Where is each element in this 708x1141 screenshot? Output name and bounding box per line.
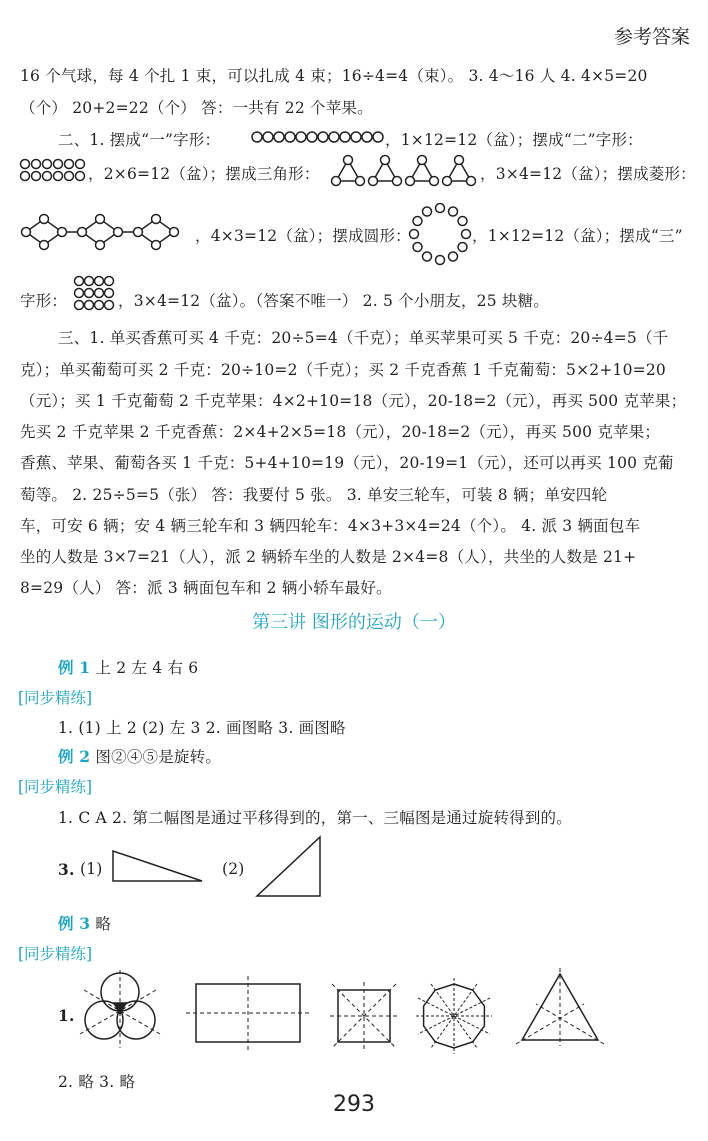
text-line: 克）；单买葡萄可买 2 千克：20÷10=2（千克）；买 2 千克香蕉 1 千克葡萄：5×2+10=20 — [20, 361, 666, 379]
text-line: ，1×12=12（盆）；摆成“三” — [472, 227, 683, 245]
right-triangle-figure-1 — [110, 848, 205, 884]
text-line: （个） 20+2=22（个） 答：一共有 22 个苹果。 — [20, 99, 373, 117]
practice-answer: 1. C A 2. 第二幅图是通过平移得到的，第一、三幅图是通过旋转得到的。 — [58, 809, 572, 827]
text-line: ，3×4=12（盆）；摆成菱形： — [480, 165, 696, 183]
text-line: 二、1. 摆成“一”字形： — [58, 131, 221, 149]
text-line: 先买 2 千克苹果 2 千克香蕉：2×4+2×5=18（元），20-18=2（元），再买 500 克苹果； — [20, 423, 661, 441]
rectangle-symmetry-figure — [186, 976, 316, 1052]
text-line: 8=29（人） 答：派 3 辆面包车和 2 辆小轿车最好。 — [20, 579, 392, 597]
triangle-figures — [330, 154, 480, 188]
circles-two-rows-figure — [20, 158, 92, 184]
practice-answer: 2. 略 3. 略 — [58, 1073, 136, 1091]
example-answer: 上 2 左 4 右 6 — [95, 659, 199, 677]
text-line: ，1×12=12（盆）；摆成“二”字形： — [385, 131, 643, 149]
text-line: ，4×3=12（盆）；摆成圆形： — [195, 227, 411, 245]
text-line: ，2×6=12（盆）；摆成三角形： — [88, 165, 320, 183]
text-line: ，3×4=12（盆）。（答案不唯一） 2. 5 个小朋友，25 块糖。 — [118, 292, 550, 310]
page-number: 293 — [333, 1092, 375, 1117]
example-label: 例 1 — [58, 658, 91, 677]
text-line: 16 个气球，每 4 个扎 1 束，可以扎成 4 束；16÷4=4（束）。 3. 4～16 人 4. 4×5=20 — [20, 67, 648, 85]
page-header: 参考答案 — [613, 26, 690, 48]
question-number: 3. — [58, 860, 75, 879]
circles-row-one-line-figure — [250, 128, 390, 148]
practice-tag: [同步精练] — [18, 689, 93, 707]
text-line: 萄等。 2. 25÷5=5（张） 答：我要付 5 张。 3. 单安三轮车，可装 8 辆；单安四轮 — [20, 486, 608, 504]
practice-answer: 1. (1) 上 2 (2) 左 3 2. 画图略 3. 画图略 — [58, 719, 346, 737]
example-answer: 图②④⑤是旋转。 — [95, 748, 222, 766]
circles-three-rows-figure — [74, 276, 118, 314]
question-number: 1. — [58, 1006, 75, 1025]
text-line: （元）；买 1 千克葡萄 2 千克苹果：4×2+10=18（元），20-18=2（元），再买 500 克苹果； — [20, 392, 687, 410]
section-title: 第三讲 图形的运动（一） — [252, 612, 456, 633]
example-label: 例 2 — [58, 747, 91, 766]
circle-ring-figure — [408, 202, 472, 266]
text-line: 字形： — [20, 292, 68, 310]
example-label: 例 3 — [58, 914, 91, 933]
text-line: 香蕉、苹果、葡萄各买 1 千克：5+4+10=19（元），20-19=1（元），还可以再买 100 克葡 — [20, 454, 674, 472]
example-answer: 略 — [95, 915, 112, 933]
sub-label: (1) — [80, 860, 103, 878]
rhombus-figures — [20, 212, 200, 252]
practice-tag: [同步精练] — [18, 945, 93, 963]
sub-label: (2) — [222, 860, 245, 878]
triangle-symmetry-figure — [512, 968, 608, 1048]
square-symmetry-figure — [330, 982, 400, 1052]
text-line: 车，可安 6 辆；安 4 辆三轮车和 3 辆四轮车：4×3+3×4=24（个）。 4. 派 3 辆面包车 — [20, 517, 641, 535]
text-line: 三、1. 单买香蕉可买 4 千克：20÷5=4（千克）；单买苹果可买 5 千克：20÷4=5（千 — [58, 329, 669, 347]
right-triangle-figure-2 — [254, 834, 324, 898]
text-line: 坐的人数是 3×7=21（人），派 2 辆轿车坐的人数是 2×4=8（人），共坐的人数是 21+ — [20, 548, 637, 566]
three-circles-symmetry-figure — [80, 970, 176, 1052]
practice-tag: [同步精练] — [18, 778, 93, 796]
decagon-symmetry-figure — [416, 978, 492, 1054]
